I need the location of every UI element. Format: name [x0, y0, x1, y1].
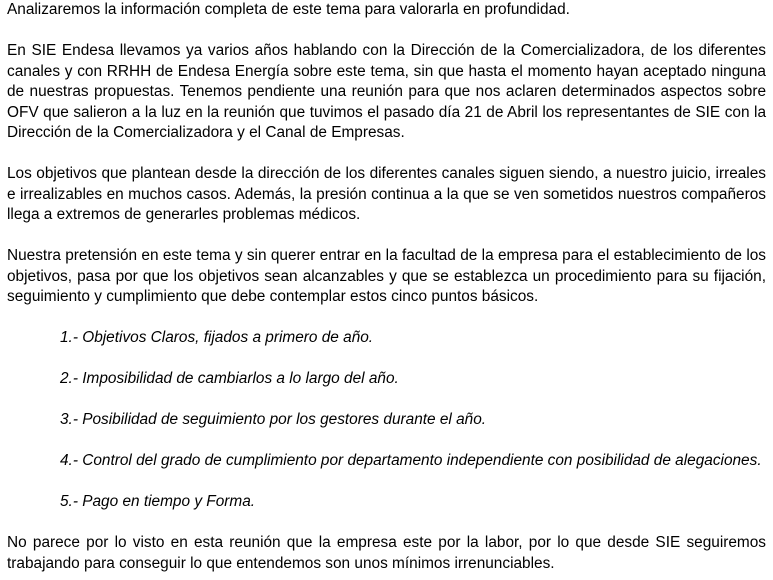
paragraph-pretension: Nuestra pretensión en este tema y sin querer entrar en la facultad de la empresa para el establecimiento de los objetivos, pasa por que los objetivos sean alcanzables y que se establezca un procedimiento para su fijación, seguimiento y cumplimiento que debe contemplar estos cinco puntos básicos.: [7, 247, 766, 305]
point-item: 1.- Objetivos Claros, fijados a primero de año.: [60, 329, 374, 346]
spacer: [7, 21, 766, 42]
conclusion-paragraph: No parece por lo visto en esta reunión que la empresa este por la labor, por lo que desde SIE seguiremos trabajando para conseguir lo que entendemos son unos mínimos irrenunciables.: [7, 534, 766, 572]
point-item: 4.- Control del grado de cumplimiento por departamento independiente con posibilidad de alegaciones.: [60, 452, 762, 469]
spacer: [7, 431, 766, 452]
spacer: [7, 390, 766, 411]
spacer: [7, 226, 766, 247]
paragraph-meetings: En SIE Endesa llevamos ya varios años hablando con la Dirección de la Comercializadora, de los diferentes canales y con RRHH de Endesa Energía sobre este tema, sin que hasta el momento hayan aceptado ninguna de nuestras propuestas. Tenemos pendiente una reunión para que nos aclaren determinados aspectos sobre OFV que salieron a la luz en la reunión que tuvimos el pasado día 21 de Abril los representantes de SIE con la Dirección de la Comercializadora y el Canal de Empresas.: [7, 42, 766, 141]
spacer: [7, 308, 766, 329]
point-item: 3.- Posibilidad de seguimiento por los gestores durante el año.: [60, 411, 487, 428]
point-item: 2.- Imposibilidad de cambiarlos a lo largo del año.: [60, 370, 399, 387]
paragraph-objectives: Los objetivos que plantean desde la dirección de los diferentes canales siguen siendo, a nuestro juicio, irreales e irrealizables en muchos casos. Además, la presión continua a la que se ven sometidos nuestros compañeros llega a extremos de generarles problemas médicos.: [7, 165, 766, 223]
intro-paragraph: Analizaremos la información completa de este tema para valorarla en profundidad.: [7, 1, 570, 18]
spacer: [7, 513, 766, 534]
spacer: [7, 349, 766, 370]
spacer: [7, 144, 766, 165]
point-item: 5.- Pago en tiempo y Forma.: [60, 493, 256, 510]
spacer: [7, 472, 766, 493]
